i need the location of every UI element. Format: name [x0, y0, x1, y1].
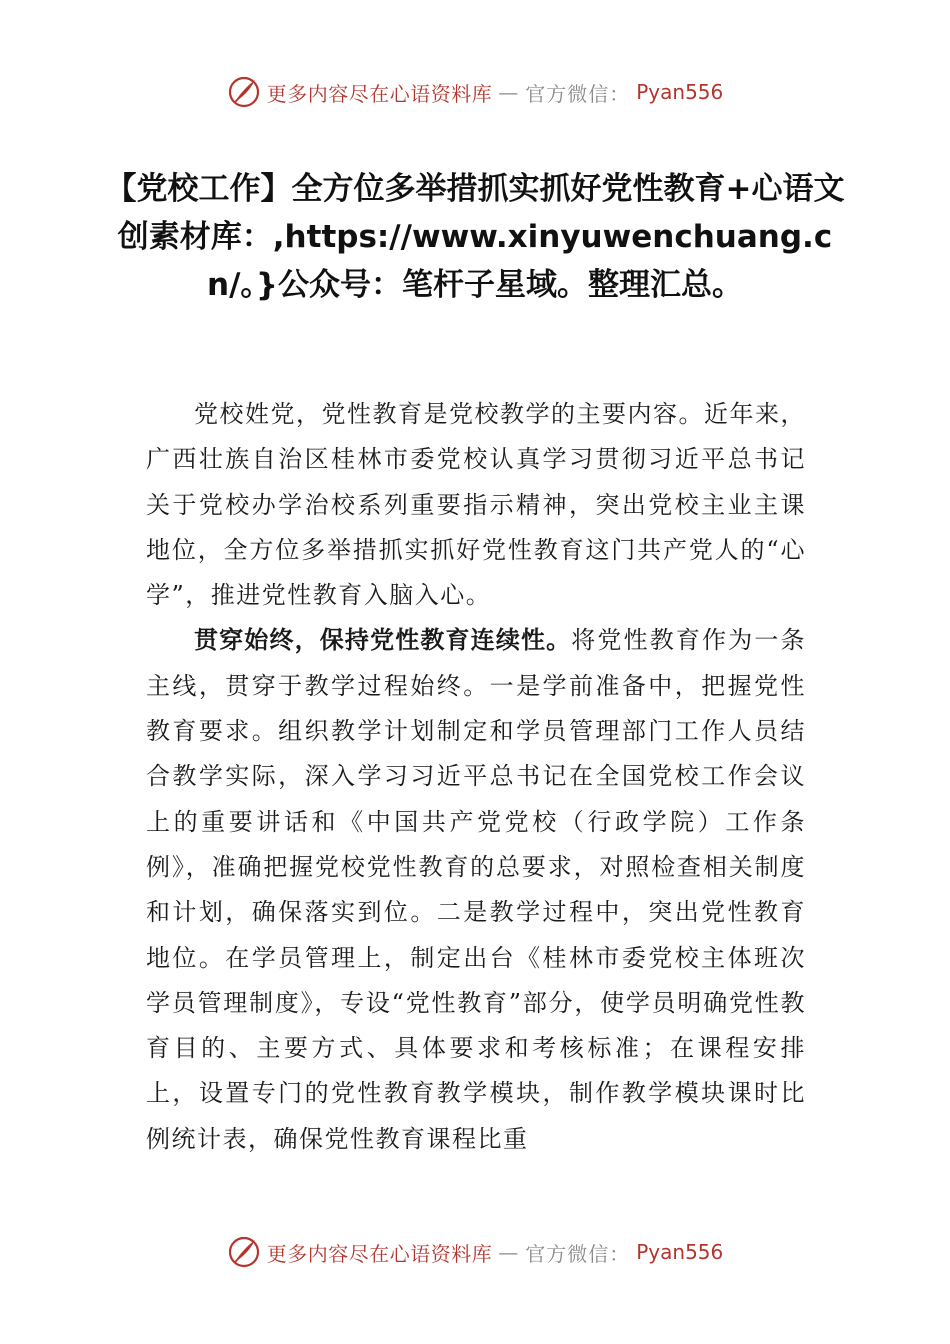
- document-body: [146, 392, 806, 1162]
- banner-text: 更多内容尽在心语资料库: [266, 81, 493, 106]
- header-banner: [0, 70, 950, 114]
- paragraph-intro: 党校姓党，党性教育是党校教学的主要内容。近年来，广西壮族自治区桂林市委党校认真学习贯彻习近平总书记关于党校办学治校系列重要指示精神，突出党校主业主课地位，全方位多举措抓实抓好党性教育这门共产党人的“心学”，推进党性教育入脑入心。: [146, 400, 806, 610]
- footer-banner: [0, 1230, 950, 1274]
- quill-logo-icon: [227, 75, 261, 109]
- document-title: 【党校工作】全方位多举措抓实抓好党性教育+心语文创素材库：,https://www.xinyuwenchuang.cn/。}公众号：笔杆子星域。整理汇总。: [105, 171, 845, 303]
- banner-text: 更多内容尽在心语资料库: [266, 1241, 493, 1266]
- section-lead: 贯穿始终，保持党性教育连续性。: [194, 626, 572, 655]
- banner-separator: —: [498, 80, 520, 104]
- wechat-label: 官方微信：: [525, 81, 631, 106]
- wechat-label: 官方微信：: [525, 1241, 631, 1266]
- banner-separator: —: [498, 1240, 520, 1264]
- paragraph-section-1: [146, 618, 806, 1162]
- quill-logo-icon: [227, 1235, 261, 1269]
- wechat-id: Pyan556: [636, 80, 724, 104]
- wechat-id: Pyan556: [636, 1240, 724, 1264]
- section-body: 将党性教育作为一条主线，贯穿于教学过程始终。一是学前准备中，把握党性教育要求。组织教学计划制定和学员管理部门工作人员结合教学实际，深入学习习近平总书记在全国党校工作会议上的重要讲话和《中国共产党党校（行政学院）工作条例》，准确把握党校党性教育的总要求，对照检查相关制度和计划，确保落实到位。二是教学过程中，突出党性教育地位。在学员管理上，制定出台《桂林市委党校主体班次学员管理制度》，专设“党性教育”部分，使学员明确党性教育目的、主要方式、具体要求和考核标准；在课程安排上，设置专门的党性教育教学模块，制作教学模块课时比例统计表，确保党性教育课程比重: [146, 626, 806, 1153]
